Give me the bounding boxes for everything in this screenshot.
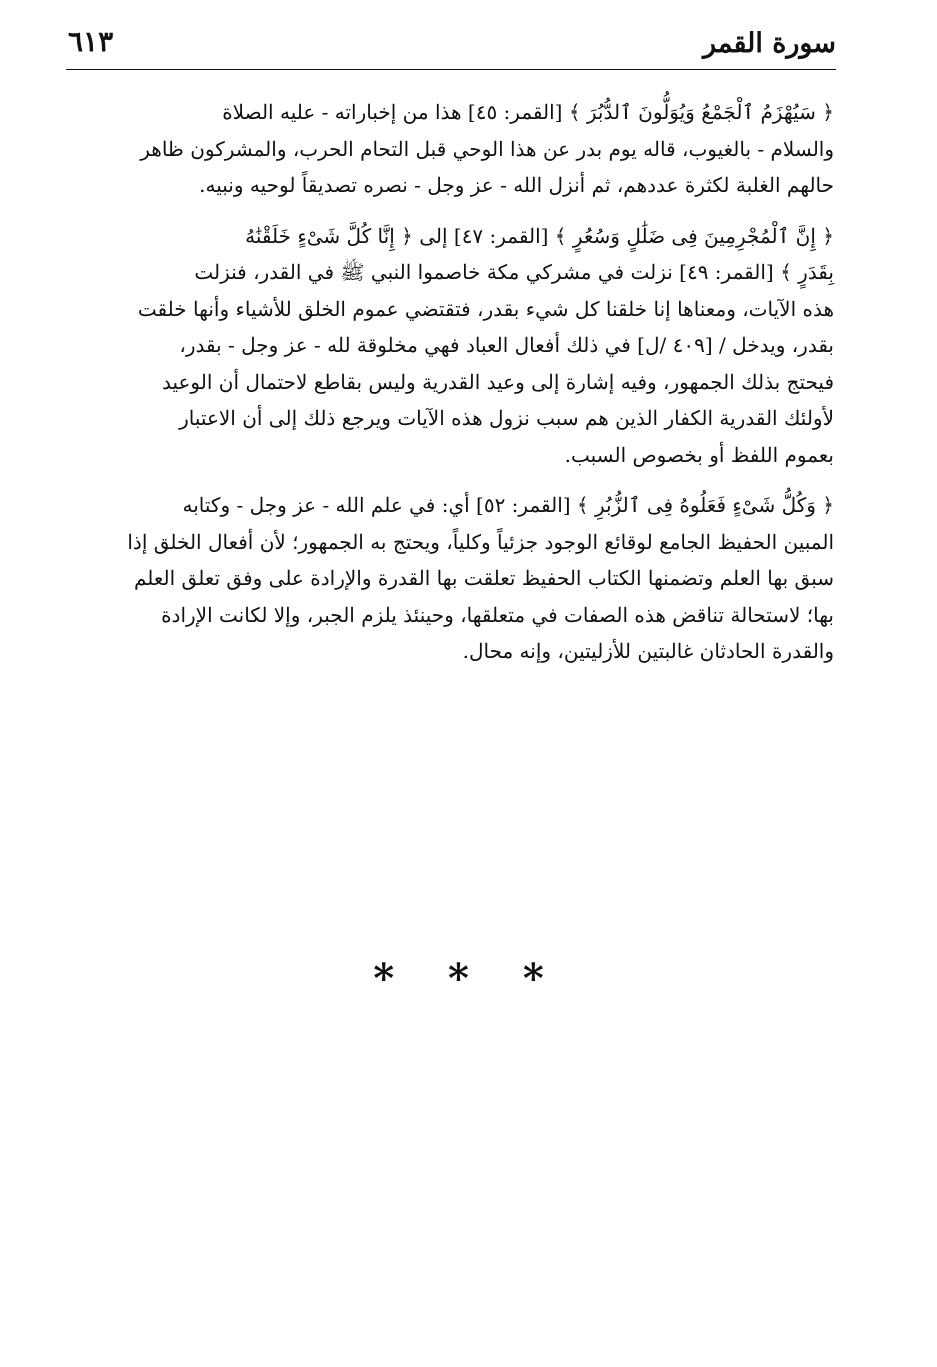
paragraph-3 bbox=[68, 487, 834, 670]
text-line: لأولئك القدرية الكفار الذين هم سبب نزول هذه الآيات ويرجع ذلك إلى أن الاعتبار bbox=[179, 406, 834, 430]
page-content bbox=[68, 94, 834, 684]
page-number: ٦١٣ bbox=[68, 25, 114, 58]
text-line: والقدرة الحادثان غالبتين للأزليتين، وإنه محال. bbox=[462, 639, 834, 663]
text-line: ﴿ سَيُهْزَمُ ٱلْجَمْعُ وَيُوَلُّونَ ٱلدُّبُرَ ﴾ [القمر: ٤٥] هذا من إخباراته - عليه الصلاة bbox=[222, 100, 834, 124]
text-line: والسلام - بالغيوب، قاله يوم بدر عن هذا الوحي قبل التحام الحرب، والمشركون ظاهر bbox=[140, 136, 834, 161]
paragraph-2 bbox=[68, 218, 834, 474]
section-ornament: * * * bbox=[373, 955, 564, 1002]
text-line: بعموم اللفظ أو بخصوص السبب. bbox=[564, 442, 834, 467]
text-line: ﴿ إِنَّ ٱلْمُجْرِمِينَ فِى ضَلَٰلٍ وَسُعُرٍ ﴾ [القمر: ٤٧] إلى ﴿ إِنَّا كُلَّ شَىْءٍ خَلَقْنَٰهُ bbox=[245, 223, 834, 248]
text-line: سبق بها العلم وتضمنها الكتاب الحفيظ تعلقت بها القدرة والإرادة على وفق تعلق العلم bbox=[133, 566, 834, 590]
text-line: ﴿ وَكُلُّ شَىْءٍ فَعَلُوهُ فِى ٱلزُّبُرِ ﴾ [القمر: ٥٢] أي: في علم الله - عز وجل - وكتابه bbox=[182, 493, 834, 517]
text-line: المبين الحفيظ الجامع لوقائع الوجود جزئياً وكلياً، ويحتج به الجمهور؛ لأن أفعال الخلق إذا bbox=[127, 529, 834, 554]
paragraph-1 bbox=[68, 94, 834, 204]
text-line: بِقَدَرٍ ﴾ [القمر: ٤٩] نزلت في مشركي مكة خاصموا النبي ﷺ في القدر، فنزلت bbox=[194, 260, 834, 284]
header-rule bbox=[66, 69, 836, 70]
text-line: بها؛ لاستحالة تناقض هذه الصفات في متعلقها، وحينئذ يلزم الجبر، وإلا لكانت الإرادة bbox=[161, 602, 834, 627]
surah-title: سورة القمر bbox=[702, 28, 836, 59]
text-line: بقدر، ويدخل / [٤٠٩ /ل] في ذلك أفعال العباد فهي مخلوقة لله - عز وجل - بقدر، bbox=[179, 333, 834, 357]
text-line: هذه الآيات، ومعناها إنا خلقنا كل شيء بقدر، فتقتضي عموم الخلق للأشياء وأنها خلقت bbox=[137, 296, 834, 321]
text-line: حالهم الغلبة لكثرة عددهم، ثم أنزل الله - عز وجل - نصره تصديقاً لوحيه ونبيه. bbox=[199, 173, 834, 197]
text-line: فيحتج بذلك الجمهور، وفيه إشارة إلى وعيد القدرية وليس بقاطع لاحتمال أن الوعيد bbox=[161, 369, 834, 394]
page-header bbox=[66, 20, 836, 68]
